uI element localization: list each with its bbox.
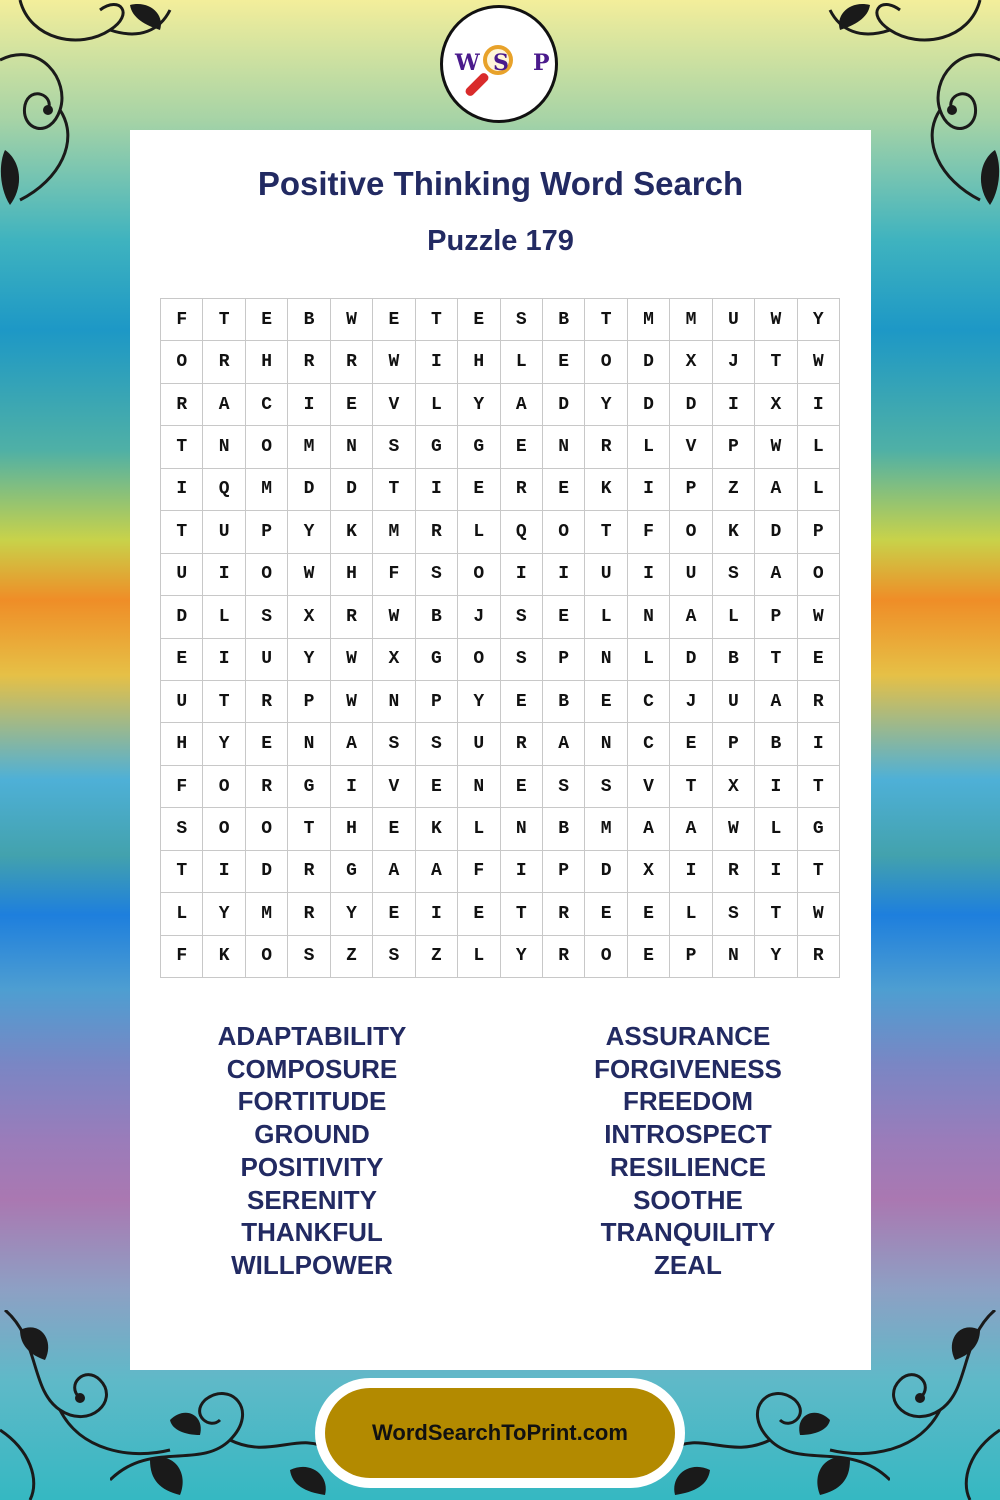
grid-cell: O xyxy=(585,936,627,978)
grid-cell: I xyxy=(203,851,245,893)
grid-cell: R xyxy=(288,341,330,383)
grid-cell: M xyxy=(373,511,415,553)
grid-cell: H xyxy=(161,723,203,765)
word-list-left xyxy=(162,1020,462,1282)
grid-cell: C xyxy=(628,681,670,723)
grid-cell: E xyxy=(458,893,500,935)
grid-cell: R xyxy=(288,851,330,893)
grid-cell: R xyxy=(288,893,330,935)
grid-cell: T xyxy=(373,469,415,511)
grid-cell: L xyxy=(798,469,840,511)
grid-cell: L xyxy=(755,808,797,850)
grid-cell: L xyxy=(458,936,500,978)
grid-cell: D xyxy=(670,384,712,426)
wsp-logo xyxy=(440,5,558,123)
grid-cell: Z xyxy=(713,469,755,511)
grid-cell: Y xyxy=(501,936,543,978)
word-list-item: THANKFUL xyxy=(241,1217,383,1248)
grid-cell: L xyxy=(458,511,500,553)
grid-cell: S xyxy=(585,766,627,808)
grid-cell: K xyxy=(713,511,755,553)
grid-cell: X xyxy=(373,639,415,681)
grid-cell: N xyxy=(288,723,330,765)
logo-letter-p: P xyxy=(533,50,550,76)
word-list-item: ADAPTABILITY xyxy=(217,1021,407,1051)
grid-cell: R xyxy=(798,936,840,978)
grid-cell: D xyxy=(331,469,373,511)
grid-cell: B xyxy=(543,681,585,723)
grid-cell: T xyxy=(161,426,203,468)
grid-cell: D xyxy=(755,511,797,553)
grid-cell: B xyxy=(543,299,585,341)
grid-cell: A xyxy=(755,554,797,596)
grid-cell: U xyxy=(670,554,712,596)
grid-cell: O xyxy=(246,936,288,978)
grid-cell: L xyxy=(628,639,670,681)
grid-cell: I xyxy=(203,554,245,596)
grid-cell: W xyxy=(331,639,373,681)
grid-cell: G xyxy=(416,639,458,681)
grid-cell: R xyxy=(713,851,755,893)
grid-cell: Y xyxy=(458,384,500,426)
grid-cell: E xyxy=(798,639,840,681)
grid-cell: I xyxy=(755,766,797,808)
grid-cell: I xyxy=(501,851,543,893)
grid-cell: Y xyxy=(203,893,245,935)
grid-cell: F xyxy=(161,299,203,341)
grid-cell: S xyxy=(416,554,458,596)
grid-cell: P xyxy=(416,681,458,723)
grid-cell: L xyxy=(416,384,458,426)
grid-cell: T xyxy=(203,299,245,341)
grid-cell: E xyxy=(585,681,627,723)
grid-cell: T xyxy=(161,511,203,553)
grid-cell: N xyxy=(458,766,500,808)
grid-cell: R xyxy=(161,384,203,426)
grid-cell: V xyxy=(670,426,712,468)
grid-cell: A xyxy=(416,851,458,893)
grid-cell: H xyxy=(331,808,373,850)
grid-cell: G xyxy=(331,851,373,893)
letter-grid xyxy=(160,298,840,978)
grid-cell: I xyxy=(713,384,755,426)
grid-cell: Y xyxy=(288,639,330,681)
grid-cell: T xyxy=(416,299,458,341)
grid-cell: N xyxy=(585,723,627,765)
grid-cell: S xyxy=(713,554,755,596)
grid-cell: Y xyxy=(458,681,500,723)
grid-cell: A xyxy=(755,469,797,511)
grid-cell: W xyxy=(755,299,797,341)
grid-cell: T xyxy=(585,299,627,341)
grid-cell: P xyxy=(670,936,712,978)
grid-cell: G xyxy=(416,426,458,468)
grid-cell: A xyxy=(628,808,670,850)
grid-cell: I xyxy=(670,851,712,893)
grid-cell: A xyxy=(203,384,245,426)
grid-cell: T xyxy=(203,681,245,723)
grid-cell: I xyxy=(416,893,458,935)
grid-cell: L xyxy=(798,426,840,468)
grid-cell: O xyxy=(458,554,500,596)
grid-cell: A xyxy=(543,723,585,765)
word-list-item: COMPOSURE xyxy=(226,1053,398,1084)
grid-cell: I xyxy=(543,554,585,596)
grid-cell: B xyxy=(416,596,458,638)
grid-cell: I xyxy=(416,469,458,511)
grid-cell: S xyxy=(416,723,458,765)
grid-cell: U xyxy=(585,554,627,596)
grid-cell: O xyxy=(670,511,712,553)
grid-cell: P xyxy=(288,681,330,723)
grid-cell: Y xyxy=(331,893,373,935)
grid-cell: S xyxy=(501,596,543,638)
grid-cell: P xyxy=(543,639,585,681)
grid-cell: L xyxy=(713,596,755,638)
grid-cell: W xyxy=(798,893,840,935)
grid-cell: D xyxy=(628,384,670,426)
grid-cell: N xyxy=(331,426,373,468)
grid-cell: T xyxy=(585,511,627,553)
grid-cell: Q xyxy=(501,511,543,553)
grid-cell: Y xyxy=(203,723,245,765)
grid-cell: R xyxy=(501,469,543,511)
grid-cell: A xyxy=(331,723,373,765)
grid-cell: W xyxy=(755,426,797,468)
grid-cell: W xyxy=(798,596,840,638)
grid-cell: D xyxy=(628,341,670,383)
website-button[interactable]: WordSearchToPrint.com xyxy=(325,1388,675,1478)
grid-cell: A xyxy=(501,384,543,426)
grid-cell: M xyxy=(246,469,288,511)
grid-cell: T xyxy=(501,893,543,935)
grid-cell: E xyxy=(458,299,500,341)
grid-cell: K xyxy=(585,469,627,511)
logo-letter-w: W xyxy=(455,50,480,76)
grid-cell: Z xyxy=(331,936,373,978)
grid-cell: F xyxy=(458,851,500,893)
grid-cell: F xyxy=(161,766,203,808)
grid-cell: X xyxy=(628,851,670,893)
grid-cell: J xyxy=(458,596,500,638)
grid-cell: R xyxy=(331,596,373,638)
grid-cell: S xyxy=(288,936,330,978)
grid-cell: N xyxy=(501,808,543,850)
grid-cell: S xyxy=(373,936,415,978)
grid-cell: B xyxy=(713,639,755,681)
grid-cell: T xyxy=(288,808,330,850)
grid-cell: E xyxy=(628,893,670,935)
grid-cell: M xyxy=(246,893,288,935)
grid-cell: P xyxy=(798,511,840,553)
grid-cell: E xyxy=(543,469,585,511)
word-list-item: GROUND xyxy=(254,1119,370,1150)
grid-cell: L xyxy=(161,893,203,935)
grid-cell: R xyxy=(543,936,585,978)
grid-cell: D xyxy=(585,851,627,893)
grid-cell: I xyxy=(501,554,543,596)
grid-cell: G xyxy=(458,426,500,468)
word-list-item: POSITIVITY xyxy=(240,1151,384,1182)
word-list-item: FORTITUDE xyxy=(237,1086,387,1117)
grid-cell: V xyxy=(373,384,415,426)
grid-cell: J xyxy=(670,681,712,723)
grid-cell: N xyxy=(373,681,415,723)
word-list-item: SOOTHE xyxy=(633,1184,743,1215)
grid-cell: M xyxy=(585,808,627,850)
grid-cell: O xyxy=(246,554,288,596)
grid-cell: S xyxy=(501,299,543,341)
grid-cell: X xyxy=(670,341,712,383)
grid-cell: L xyxy=(670,893,712,935)
grid-cell: W xyxy=(713,808,755,850)
grid-cell: Q xyxy=(203,469,245,511)
grid-cell: E xyxy=(543,596,585,638)
grid-cell: V xyxy=(628,766,670,808)
grid-cell: O xyxy=(161,341,203,383)
grid-cell: H xyxy=(246,341,288,383)
grid-cell: L xyxy=(501,341,543,383)
word-list-item: TRANQUILITY xyxy=(600,1217,776,1248)
scroll-flourish-bottom-left xyxy=(110,1360,340,1500)
grid-cell: P xyxy=(670,469,712,511)
grid-cell: X xyxy=(755,384,797,426)
grid-cell: O xyxy=(543,511,585,553)
grid-cell: R xyxy=(246,681,288,723)
grid-cell: P xyxy=(246,511,288,553)
grid-cell: W xyxy=(798,341,840,383)
grid-cell: O xyxy=(203,808,245,850)
grid-cell: C xyxy=(246,384,288,426)
grid-cell: A xyxy=(755,681,797,723)
grid-cell: W xyxy=(331,299,373,341)
grid-cell: W xyxy=(288,554,330,596)
grid-cell: I xyxy=(331,766,373,808)
grid-cell: R xyxy=(246,766,288,808)
word-list-item: ASSURANCE xyxy=(605,1021,771,1051)
grid-cell: L xyxy=(628,426,670,468)
grid-cell: H xyxy=(458,341,500,383)
grid-cell: U xyxy=(713,681,755,723)
grid-cell: U xyxy=(203,511,245,553)
grid-cell: P xyxy=(713,723,755,765)
grid-cell: E xyxy=(458,469,500,511)
grid-cell: E xyxy=(501,766,543,808)
grid-cell: E xyxy=(246,299,288,341)
grid-cell: L xyxy=(585,596,627,638)
logo-letter-s: S xyxy=(493,50,509,76)
grid-cell: I xyxy=(628,554,670,596)
grid-cell: I xyxy=(161,469,203,511)
grid-cell: S xyxy=(501,639,543,681)
grid-cell: I xyxy=(755,851,797,893)
grid-cell: I xyxy=(416,341,458,383)
grid-cell: C xyxy=(628,723,670,765)
grid-cell: F xyxy=(628,511,670,553)
grid-cell: E xyxy=(373,893,415,935)
grid-cell: N xyxy=(543,426,585,468)
scroll-flourish-bottom-right xyxy=(660,1360,890,1500)
grid-cell: R xyxy=(331,341,373,383)
grid-cell: I xyxy=(628,469,670,511)
grid-cell: X xyxy=(288,596,330,638)
grid-cell: I xyxy=(798,723,840,765)
grid-cell: J xyxy=(713,341,755,383)
grid-cell: M xyxy=(288,426,330,468)
grid-cell: P xyxy=(755,596,797,638)
grid-cell: O xyxy=(585,341,627,383)
grid-cell: K xyxy=(331,511,373,553)
grid-cell: S xyxy=(161,808,203,850)
grid-cell: S xyxy=(246,596,288,638)
grid-cell: Y xyxy=(288,511,330,553)
grid-cell: T xyxy=(755,893,797,935)
grid-cell: E xyxy=(543,341,585,383)
grid-cell: T xyxy=(755,639,797,681)
grid-cell: T xyxy=(798,851,840,893)
grid-cell: D xyxy=(288,469,330,511)
grid-cell: L xyxy=(458,808,500,850)
grid-cell: E xyxy=(501,681,543,723)
grid-cell: T xyxy=(161,851,203,893)
grid-cell: N xyxy=(713,936,755,978)
grid-cell: K xyxy=(203,936,245,978)
grid-cell: R xyxy=(585,426,627,468)
grid-cell: E xyxy=(628,936,670,978)
grid-cell: W xyxy=(331,681,373,723)
grid-cell: O xyxy=(246,808,288,850)
grid-cell: O xyxy=(458,639,500,681)
grid-cell: M xyxy=(628,299,670,341)
grid-cell: S xyxy=(373,426,415,468)
grid-cell: D xyxy=(543,384,585,426)
grid-cell: M xyxy=(670,299,712,341)
grid-cell: R xyxy=(543,893,585,935)
grid-cell: I xyxy=(798,384,840,426)
grid-cell: G xyxy=(288,766,330,808)
word-list-item: INTROSPECT xyxy=(604,1119,772,1150)
grid-cell: E xyxy=(585,893,627,935)
grid-cell: E xyxy=(373,299,415,341)
grid-cell: S xyxy=(713,893,755,935)
grid-cell: E xyxy=(416,766,458,808)
grid-cell: F xyxy=(373,554,415,596)
grid-cell: U xyxy=(458,723,500,765)
grid-cell: D xyxy=(246,851,288,893)
grid-cell: T xyxy=(798,766,840,808)
word-list-item: ZEAL xyxy=(654,1249,722,1280)
grid-cell: E xyxy=(501,426,543,468)
grid-cell: R xyxy=(416,511,458,553)
grid-cell: E xyxy=(161,639,203,681)
grid-cell: E xyxy=(373,808,415,850)
grid-cell: R xyxy=(203,341,245,383)
grid-cell: B xyxy=(543,808,585,850)
grid-cell: A xyxy=(373,851,415,893)
grid-cell: R xyxy=(501,723,543,765)
grid-cell: U xyxy=(161,681,203,723)
word-list-item: RESILIENCE xyxy=(609,1151,767,1182)
grid-cell: E xyxy=(246,723,288,765)
grid-cell: W xyxy=(373,341,415,383)
word-list-item: SERENITY xyxy=(246,1184,378,1215)
grid-cell: N xyxy=(203,426,245,468)
grid-cell: D xyxy=(670,639,712,681)
grid-cell: L xyxy=(203,596,245,638)
grid-cell: T xyxy=(755,341,797,383)
page-title: Positive Thinking Word Search xyxy=(257,165,744,202)
grid-cell: Y xyxy=(585,384,627,426)
grid-cell: S xyxy=(373,723,415,765)
grid-cell: V xyxy=(373,766,415,808)
grid-cell: N xyxy=(628,596,670,638)
word-list-right xyxy=(538,1020,838,1282)
word-list-item: FREEDOM xyxy=(623,1086,753,1117)
grid-cell: N xyxy=(585,639,627,681)
puzzle-number: Puzzle 179 xyxy=(427,225,574,257)
grid-cell: W xyxy=(373,596,415,638)
grid-cell: B xyxy=(288,299,330,341)
grid-cell: I xyxy=(288,384,330,426)
grid-cell: F xyxy=(161,936,203,978)
grid-cell: Y xyxy=(798,299,840,341)
grid-cell: A xyxy=(670,596,712,638)
grid-cell: O xyxy=(798,554,840,596)
grid-cell: O xyxy=(246,426,288,468)
grid-cell: R xyxy=(798,681,840,723)
grid-cell: O xyxy=(203,766,245,808)
grid-cell: U xyxy=(713,299,755,341)
grid-cell: Z xyxy=(416,936,458,978)
word-list-item: WILLPOWER xyxy=(231,1249,393,1280)
grid-cell: D xyxy=(161,596,203,638)
grid-cell: P xyxy=(543,851,585,893)
grid-cell: H xyxy=(331,554,373,596)
grid-cell: K xyxy=(416,808,458,850)
word-list-item: FORGIVENESS xyxy=(594,1053,782,1084)
grid-cell: A xyxy=(670,808,712,850)
grid-cell: U xyxy=(161,554,203,596)
grid-cell: X xyxy=(713,766,755,808)
grid-cell: B xyxy=(755,723,797,765)
grid-cell: I xyxy=(203,639,245,681)
grid-cell: G xyxy=(798,808,840,850)
grid-cell: U xyxy=(246,639,288,681)
grid-cell: E xyxy=(670,723,712,765)
grid-cell: P xyxy=(713,426,755,468)
grid-cell: Y xyxy=(755,936,797,978)
grid-cell: E xyxy=(331,384,373,426)
grid-cell: S xyxy=(543,766,585,808)
grid-cell: T xyxy=(670,766,712,808)
